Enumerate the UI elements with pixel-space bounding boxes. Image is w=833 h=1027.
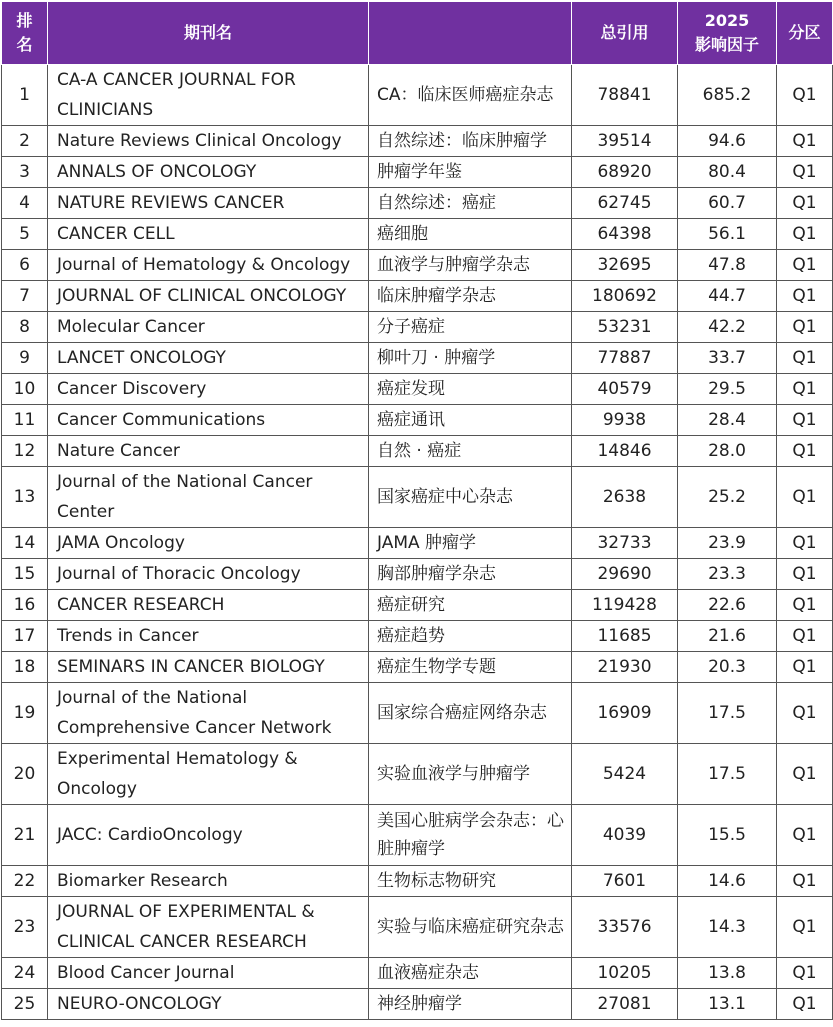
journal-ranking-table [1,1,833,1020]
zone-cell: Q1 [777,219,833,250]
zone-cell: Q1 [777,897,833,958]
zone-cell: Q1 [777,805,833,866]
rank-cell: 13 [2,467,48,528]
rank-cell: 18 [2,652,48,683]
chinese-name-cell: 血液学与肿瘤学杂志 [369,250,572,281]
journal-name-cell: Cancer Discovery [48,374,369,405]
table-row [2,958,833,989]
chinese-name-cell: 实验血液学与肿瘤学 [369,744,572,805]
rank-cell: 20 [2,744,48,805]
journal-name-cell: CANCER RESEARCH [48,590,369,621]
table-row [2,528,833,559]
impact-factor-cell: 42.2 [678,312,777,343]
table-row [2,805,833,866]
table-row [2,312,833,343]
rank-cell: 11 [2,405,48,436]
header-impact-factor [678,2,777,65]
journal-name-cell: JAMA Oncology [48,528,369,559]
journal-name-cell: NATURE REVIEWS CANCER [48,188,369,219]
impact-factor-cell: 14.3 [678,897,777,958]
rank-cell: 19 [2,683,48,744]
chinese-name-cell: 美国心脏病学会杂志：心脏肿瘤学 [369,805,572,866]
impact-factor-cell: 23.3 [678,559,777,590]
chinese-name-cell: 癌细胞 [369,219,572,250]
zone-cell: Q1 [777,467,833,528]
zone-cell: Q1 [777,157,833,188]
total-citations-cell: 2638 [572,467,678,528]
total-citations-cell: 9938 [572,405,678,436]
total-citations-cell: 7601 [572,866,678,897]
rank-cell: 23 [2,897,48,958]
chinese-name-cell: 柳叶刀 · 肿瘤学 [369,343,572,374]
journal-name-cell: Journal of Thoracic Oncology [48,559,369,590]
zone-cell: Q1 [777,528,833,559]
journal-name-cell: JOURNAL OF EXPERIMENTAL & CLINICAL CANCER RESEARCH [48,897,369,958]
chinese-name-cell: 实验与临床癌症研究杂志 [369,897,572,958]
impact-factor-cell: 20.3 [678,652,777,683]
impact-factor-cell: 44.7 [678,281,777,312]
impact-factor-cell: 21.6 [678,621,777,652]
chinese-name-cell: 神经肿瘤学 [369,989,572,1020]
chinese-name-cell: 癌症发现 [369,374,572,405]
chinese-name-cell: 癌症研究 [369,590,572,621]
rank-cell: 1 [2,65,48,126]
impact-factor-cell: 28.0 [678,436,777,467]
table-row [2,436,833,467]
table-row [2,65,833,126]
table-body [2,65,833,1020]
rank-cell: 24 [2,958,48,989]
zone-cell: Q1 [777,188,833,219]
impact-factor-cell: 29.5 [678,374,777,405]
journal-name-cell: LANCET ONCOLOGY [48,343,369,374]
total-citations-cell: 11685 [572,621,678,652]
zone-cell: Q1 [777,958,833,989]
zone-cell: Q1 [777,866,833,897]
total-citations-cell: 16909 [572,683,678,744]
journal-name-cell: Nature Reviews Clinical Oncology [48,126,369,157]
zone-cell: Q1 [777,683,833,744]
total-citations-cell: 5424 [572,744,678,805]
journal-name-cell: NEURO-ONCOLOGY [48,989,369,1020]
chinese-name-cell: 自然综述：癌症 [369,188,572,219]
impact-factor-cell: 80.4 [678,157,777,188]
total-citations-cell: 29690 [572,559,678,590]
total-citations-cell: 27081 [572,989,678,1020]
rank-cell: 7 [2,281,48,312]
journal-name-cell: JACC: CardioOncology [48,805,369,866]
total-citations-cell: 119428 [572,590,678,621]
table-row [2,219,833,250]
zone-cell: Q1 [777,65,833,126]
rank-cell: 6 [2,250,48,281]
rank-cell: 22 [2,866,48,897]
zone-cell: Q1 [777,126,833,157]
chinese-name-cell: 肿瘤学年鉴 [369,157,572,188]
header-total-citations: 总引用 [572,2,678,65]
table-row [2,343,833,374]
zone-cell: Q1 [777,405,833,436]
zone-cell: Q1 [777,989,833,1020]
rank-cell: 25 [2,989,48,1020]
total-citations-cell: 62745 [572,188,678,219]
total-citations-cell: 10205 [572,958,678,989]
impact-factor-cell: 14.6 [678,866,777,897]
journal-name-cell: ANNALS OF ONCOLOGY [48,157,369,188]
impact-factor-cell: 23.9 [678,528,777,559]
zone-cell: Q1 [777,436,833,467]
journal-name-cell: Molecular Cancer [48,312,369,343]
chinese-name-cell: JAMA 肿瘤学 [369,528,572,559]
journal-name-cell: Journal of the National Cancer Center [48,467,369,528]
total-citations-cell: 21930 [572,652,678,683]
chinese-name-cell: 胸部肿瘤学杂志 [369,559,572,590]
journal-name-cell: CANCER CELL [48,219,369,250]
rank-cell: 3 [2,157,48,188]
rank-cell: 10 [2,374,48,405]
table-row [2,652,833,683]
journal-name-cell: Cancer Communications [48,405,369,436]
chinese-name-cell: 血液癌症杂志 [369,958,572,989]
zone-cell: Q1 [777,621,833,652]
impact-factor-cell: 33.7 [678,343,777,374]
total-citations-cell: 33576 [572,897,678,958]
table-row [2,157,833,188]
chinese-name-cell: 癌症通讯 [369,405,572,436]
chinese-name-cell: 癌症生物学专题 [369,652,572,683]
table-row [2,683,833,744]
table-row [2,405,833,436]
table-row [2,467,833,528]
rank-cell: 12 [2,436,48,467]
rank-cell: 16 [2,590,48,621]
zone-cell: Q1 [777,652,833,683]
rank-cell: 15 [2,559,48,590]
table-row [2,590,833,621]
chinese-name-cell: 自然 · 癌症 [369,436,572,467]
zone-cell: Q1 [777,343,833,374]
total-citations-cell: 53231 [572,312,678,343]
header-if-year: 2025 [704,11,750,30]
table-row [2,744,833,805]
chinese-name-cell: CA：临床医师癌症杂志 [369,65,572,126]
table-row [2,897,833,958]
journal-name-cell: JOURNAL OF CLINICAL ONCOLOGY [48,281,369,312]
header-journal: 期刊名 [48,2,369,65]
rank-cell: 9 [2,343,48,374]
zone-cell: Q1 [777,312,833,343]
impact-factor-cell: 685.2 [678,65,777,126]
total-citations-cell: 180692 [572,281,678,312]
impact-factor-cell: 15.5 [678,805,777,866]
rank-cell: 21 [2,805,48,866]
chinese-name-cell: 国家癌症中心杂志 [369,467,572,528]
total-citations-cell: 77887 [572,343,678,374]
zone-cell: Q1 [777,590,833,621]
total-citations-cell: 68920 [572,157,678,188]
impact-factor-cell: 60.7 [678,188,777,219]
total-citations-cell: 4039 [572,805,678,866]
journal-name-cell: Nature Cancer [48,436,369,467]
journal-name-cell: Experimental Hematology & Oncology [48,744,369,805]
rank-cell: 8 [2,312,48,343]
impact-factor-cell: 17.5 [678,744,777,805]
journal-name-cell: Journal of the National Comprehensive Cancer Network [48,683,369,744]
table-row [2,621,833,652]
total-citations-cell: 78841 [572,65,678,126]
impact-factor-cell: 94.6 [678,126,777,157]
rank-cell: 4 [2,188,48,219]
header-rank-line2: 名 [16,35,33,54]
total-citations-cell: 40579 [572,374,678,405]
total-citations-cell: 32733 [572,528,678,559]
impact-factor-cell: 13.8 [678,958,777,989]
chinese-name-cell: 分子癌症 [369,312,572,343]
impact-factor-cell: 47.8 [678,250,777,281]
table-row [2,281,833,312]
impact-factor-cell: 25.2 [678,467,777,528]
header-if-label: 影响因子 [694,35,759,54]
chinese-name-cell: 国家综合癌症网络杂志 [369,683,572,744]
total-citations-cell: 39514 [572,126,678,157]
table-row [2,126,833,157]
journal-name-cell: CA-A CANCER JOURNAL FOR CLINICIANS [48,65,369,126]
zone-cell: Q1 [777,250,833,281]
table-row [2,559,833,590]
chinese-name-cell: 生物标志物研究 [369,866,572,897]
header-rank-line1: 排 [16,11,33,30]
total-citations-cell: 64398 [572,219,678,250]
header-cn-name [369,2,572,65]
chinese-name-cell: 临床肿瘤学杂志 [369,281,572,312]
impact-factor-cell: 22.6 [678,590,777,621]
header-row [2,2,833,65]
journal-name-cell: Blood Cancer Journal [48,958,369,989]
journal-name-cell: Journal of Hematology & Oncology [48,250,369,281]
chinese-name-cell: 癌症趋势 [369,621,572,652]
chinese-name-cell: 自然综述：临床肿瘤学 [369,126,572,157]
table-row [2,989,833,1020]
rank-cell: 2 [2,126,48,157]
journal-name-cell: Biomarker Research [48,866,369,897]
journal-name-cell: SEMINARS IN CANCER BIOLOGY [48,652,369,683]
impact-factor-cell: 56.1 [678,219,777,250]
zone-cell: Q1 [777,744,833,805]
zone-cell: Q1 [777,559,833,590]
total-citations-cell: 32695 [572,250,678,281]
impact-factor-cell: 28.4 [678,405,777,436]
table-row [2,188,833,219]
table-row [2,866,833,897]
total-citations-cell: 14846 [572,436,678,467]
rank-cell: 17 [2,621,48,652]
zone-cell: Q1 [777,374,833,405]
rank-cell: 5 [2,219,48,250]
rank-cell: 14 [2,528,48,559]
table-row [2,374,833,405]
header-rank [2,2,48,65]
table-row [2,250,833,281]
zone-cell: Q1 [777,281,833,312]
header-zone: 分区 [777,2,833,65]
journal-name-cell: Trends in Cancer [48,621,369,652]
impact-factor-cell: 13.1 [678,989,777,1020]
impact-factor-cell: 17.5 [678,683,777,744]
